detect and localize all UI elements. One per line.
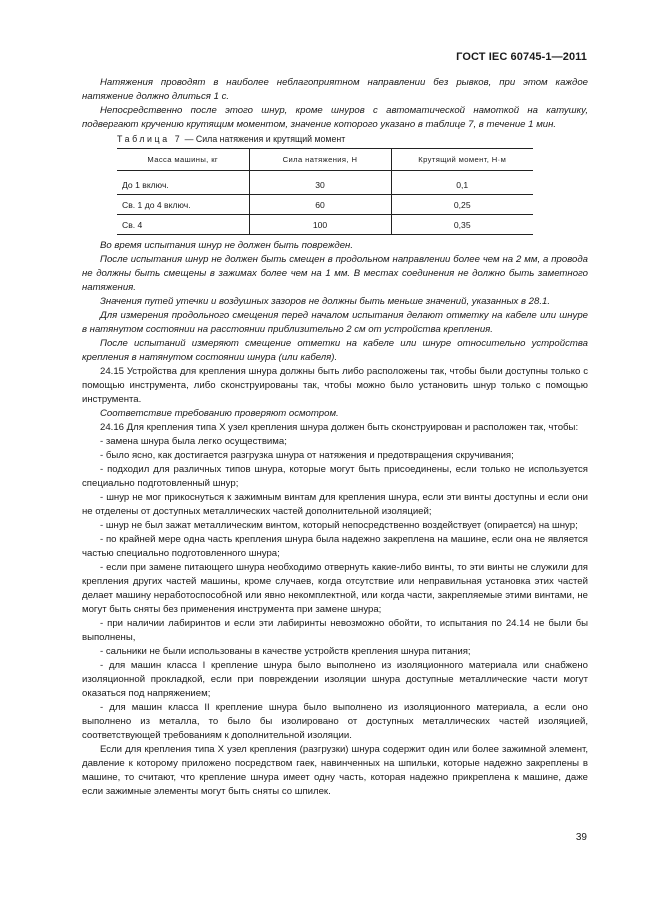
table-header-cell: Масса машины, кг: [117, 149, 249, 171]
table-cell: 60: [249, 195, 391, 215]
table-caption-label: Таблица 7: [117, 134, 183, 144]
requirement-item: - шнур не был зажат металлическим винтом, который непосредственно воздействует (опирается) на шнур;: [100, 520, 578, 531]
requirement-item: - по крайней мере одна часть крепления шнура была надежно закреплена на машине, если она не является частью специально подготовленного шнура;: [82, 534, 588, 559]
table-cell: 0,35: [391, 215, 533, 235]
table-cell: 100: [249, 215, 391, 235]
paragraph: После испытаний измеряют смещение отметки на кабеле или шнуре относительно устройства крепления в натянутом состоянии шнура (или кабеля).: [82, 338, 588, 363]
table-row: [117, 195, 533, 215]
clause-24-16: 24.16 Для крепления типа X узел крепления шнура должен быть сконструирован и расположен так, чтобы:: [100, 422, 579, 433]
table-cell: До 1 включ.: [117, 171, 249, 195]
table-row: [117, 215, 533, 235]
table-header-cell: Крутящий момент, Н·м: [391, 149, 533, 171]
requirement-item: - шнур не мог прикоснуться к зажимным винтам для крепления шнура, если эти винты доступны и если они не отделены от доступных металлических частей дополнительной изоляцией;: [82, 492, 588, 517]
paragraph: После испытания шнур не должен быть смещен в продольном направлении более чем на 2 мм, а провода не должны быть смещены в зажимах более чем на 1 мм. В местах соединения не должно быть заметного натяжения.: [82, 254, 588, 293]
requirement-item: - сальники не были использованы в качестве устройств крепления шнура питания;: [100, 646, 471, 657]
page-number: 39: [575, 832, 587, 843]
table-row: [117, 171, 533, 195]
clause-24-15: 24.15 Устройства для крепления шнура должны быть либо расположены так, чтобы были доступны только с помощью инструмента, либо сконструированы так, чтобы можно было установить шнур только с помощью инструмента.: [82, 366, 588, 405]
table-caption-text: — Сила натяжения и крутящий момент: [182, 134, 346, 144]
requirement-item: - замена шнура была легко осуществима;: [100, 436, 287, 447]
table-7: [117, 148, 533, 235]
paragraph: Во время испытания шнур не должен быть поврежден.: [100, 240, 354, 251]
requirement-item: - при наличии лабиринтов и если эти лабиринты невозможно обойти, то испытания по 24.14 не были бы выполнены,: [82, 618, 588, 643]
table-cell: 0,1: [391, 171, 533, 195]
requirement-item: - было ясно, как достигается разгрузка шнура от натяжения и предотвращения скручивания;: [100, 450, 514, 461]
table-cell: Св. 1 до 4 включ.: [117, 195, 249, 215]
table-cell: 0,25: [391, 195, 533, 215]
table-cell: Св. 4: [117, 215, 249, 235]
paragraph: Значения путей утечки и воздушных зазоров не должны быть меньше значений, указанных в 28.1.: [100, 296, 551, 307]
paragraph: Непосредственно после этого шнур, кроме шнуров с автоматической намоткой на катушку, подвергают кручению крутящим моментом, значение которого указано в таблице 7, в течение 1 мин.: [82, 105, 588, 130]
requirement-item: - подходил для различных типов шнура, которые могут быть присоединены, если только не используется специально подготовленный шнур;: [82, 464, 588, 489]
page-body: [82, 76, 588, 799]
paragraph: Натяжения проводят в наиболее неблагоприятном направлении без рывков, при этом каждое натяжение должно длиться 1 с.: [82, 77, 588, 102]
requirement-item: - для машин класса I крепление шнура было выполнено из изоляционного материала или снабжено изоляционной прокладкой, если при повреждении изоляции шнура доступные металлические части могут оказаться под напряжением;: [82, 660, 588, 699]
requirement-item: - если при замене питающего шнура необходимо отвернуть какие-либо винты, то эти винты не служили для крепления других частей машины, кроме случаев, когда отсутствие или неправильная установка этих частей делает машину неработоспособной или явно некомплектной, или когда части, закрепляемые этими винтами, не могут быть сняты без применения инструмента при замене шнура;: [82, 562, 588, 615]
table-header-cell: Сила натяжения, Н: [249, 149, 391, 171]
closing-paragraph: Если для крепления типа X узел крепления (разгрузки) шнура содержит один или более зажимной элемент, давление к которому приложено посредством гаек, навинченных на шпильки, которые надежно закреплены в машине, то считают, что крепление шнура имеет одну часть, которая надежно прикреплена к машине, даже если зажимные элементы могут быть сняты со шпилек.: [82, 744, 588, 797]
table-cell: 30: [249, 171, 391, 195]
document-code-header: ГОСТ IEC 60745-1—2011: [456, 51, 587, 63]
table-header-row: [117, 149, 533, 171]
table-caption: [117, 132, 588, 146]
requirement-item: - для машин класса II крепление шнура было выполнено из изоляционного материала, а если оно выполнено из металла, то было бы изолировано от доступных металлических частей изоляцией, соответствующей требованиям к дополнительной изоляции.: [82, 702, 588, 741]
paragraph: Для измерения продольного смещения перед началом испытания делают отметку на кабеле или шнуре в натянутом состоянии на расстоянии приблизительно 2 см от устройства крепления.: [82, 310, 588, 335]
compliance-note: Соответствие требованию проверяют осмотром.: [100, 408, 339, 419]
